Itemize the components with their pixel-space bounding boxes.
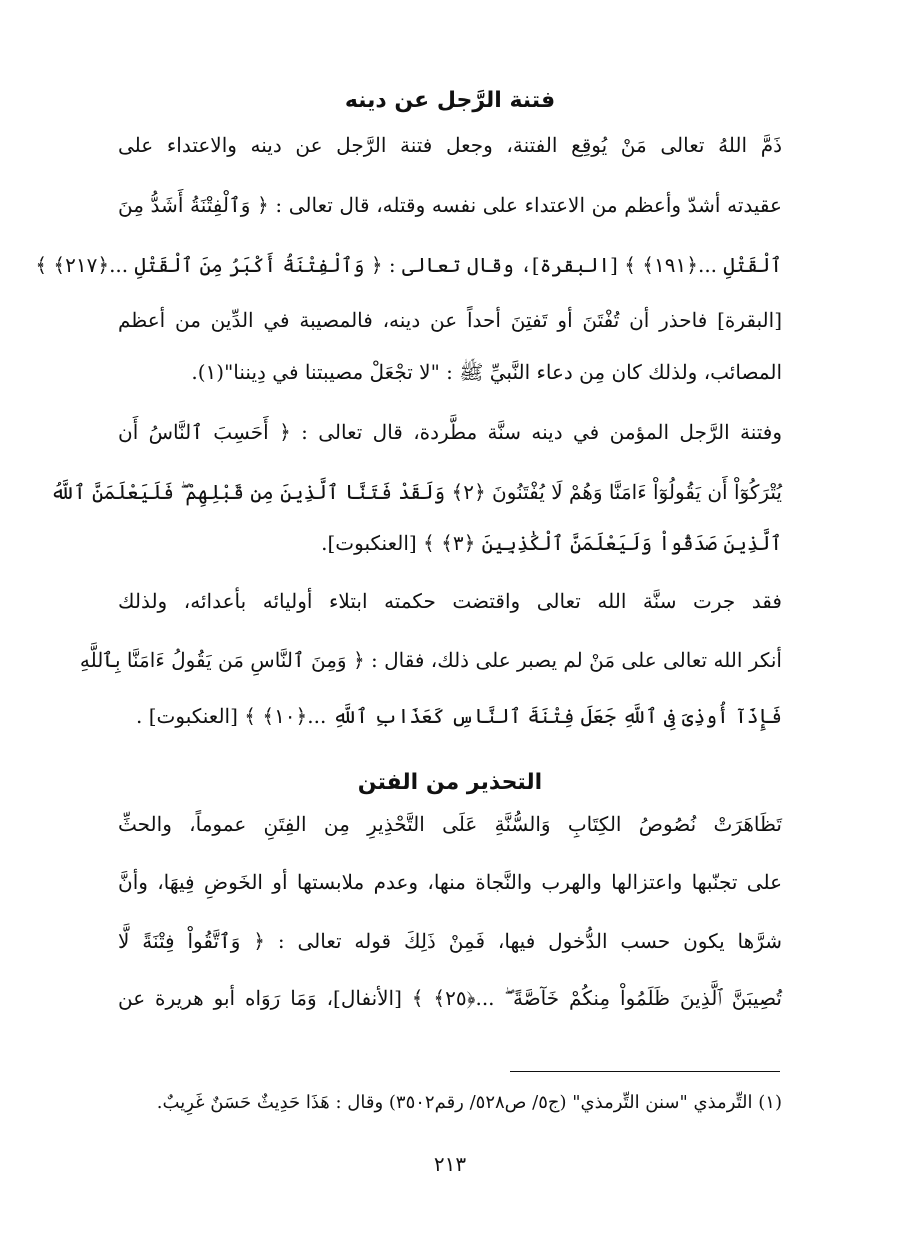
section-heading-fitna-religion: فتنة الرَّجل عن دينه — [344, 88, 556, 113]
section-heading-warning: التحذير من الفتن — [357, 770, 543, 795]
page-number: ٢١٣ — [433, 1152, 467, 1176]
text-line: ٱلْقَتْلِ ...﴿١٩١﴾ ﴾ [البقرة]، وقال تعالى : ﴿ وَٱلْفِتْنَةُ أَكْبَرُ مِنَ ٱلْقَتْلِ ...﴿٢١٧﴾ ﴾ — [35, 253, 782, 277]
text-line: [البقرة] فاحذر أن تُفْتَنَ أو تَفتِنَ أحداً عن دينه، فالمصيبة في الدِّين من أعظم — [118, 308, 782, 332]
text-line: يُتْرَكُوٓاْ أَن يَقُولُوٓاْ ءَامَنَّا وَهُمْ لَا يُفْتَنُونَ ﴿٢﴾ وَلَقَدْ فَتَنَّا ٱلَّذِينَ مِن قَبْلِهِمْ ۖ فَلَيَعْلَمَنَّ ٱللَّهُ — [50, 480, 782, 504]
text-line: أنكر الله تعالى على مَنْ لم يصبر على ذلك، فقال : ﴿ وَمِنَ ٱلنَّاسِ مَن يَقُولُ ءَامَنَّا بِٱللَّهِ — [79, 648, 782, 672]
footnote: (١) التِّرمذي "سنن التِّرمذي" (ج٥/ ص٥٢٨/ رقم٣٥٠٢) وقال : هَذَا حَدِيثٌ حَسَنٌ غَرِيبٌ. — [156, 1092, 782, 1113]
text-line: فقد جرت سنَّة الله تعالى واقتضت حكمته ابتلاء أوليائه بأعدائه، ولذلك — [118, 589, 782, 613]
text-line: على تجنّبها واعتزالها والهرب والنَّجاة منها، وعدم ملابستها أو الخَوضِ فِيهَا، وأنَّ — [118, 870, 782, 894]
text-line: شرَّها يكون حسب الدُّخول فيها، فَمِنْ ذَلِكَ قوله تعالى : ﴿ وَٱتَّقُواْ فِتْنَةً لَّا — [118, 929, 782, 953]
text-line: تُصِيبَنَّ ٱلَّذِينَ ظَلَمُواْ مِنكُمْ خَآصَّةً ۖ ...﴿٢٥﴾ ﴾ [الأنفال]، وَمَا رَوَاه أبو هريرة عن — [118, 986, 782, 1010]
footnote-divider — [510, 1071, 780, 1072]
text-line: عقيدته أشدّ وأعظم من الاعتداء على نفسه وقتله، قال تعالى : ﴿ وَٱلْفِتْنَةُ أَشَدُّ مِنَ — [118, 193, 782, 217]
text-line: وفتنة الرَّجل المؤمن في دينه سنَّة مطَّردة، قال تعالى : ﴿ أَحَسِبَ ٱلنَّاسُ أَن — [118, 420, 782, 444]
text-line: تَظَاهَرَتْ نُصُوصُ الكِتَابِ وَالسُّنَّةِ عَلَى التَّحْذِيرِ مِن الفِتَنِ عموماً، والحثِّ — [118, 812, 782, 836]
text-line: فَإِذَآ أُوذِىَ فِى ٱللَّهِ جَعَلَ فِتْنَةَ ٱلنَّاسِ كَعَذَابِ ٱللَّهِ ...﴿١٠﴾ ﴾ [العنكبوت] . — [136, 704, 782, 728]
text-line: المصائب، ولذلك كان مِن دعاء النَّبيِّ ﷺ : "لا تجْعَلْ مصيبتنا في دِيننا"(١). — [191, 360, 782, 384]
text-line: ٱلَّذِينَ صَدَقُواْ وَلَيَعْلَمَنَّ ٱلْكَٰذِبِينَ ﴿٣﴾ ﴾ [العنكبوت]. — [321, 531, 782, 555]
text-line: ذَمَّ اللهُ تعالى مَنْ يُوقِع الفتنة، وجعل فتنة الرَّجل عن دينه والاعتداء على — [118, 133, 782, 157]
